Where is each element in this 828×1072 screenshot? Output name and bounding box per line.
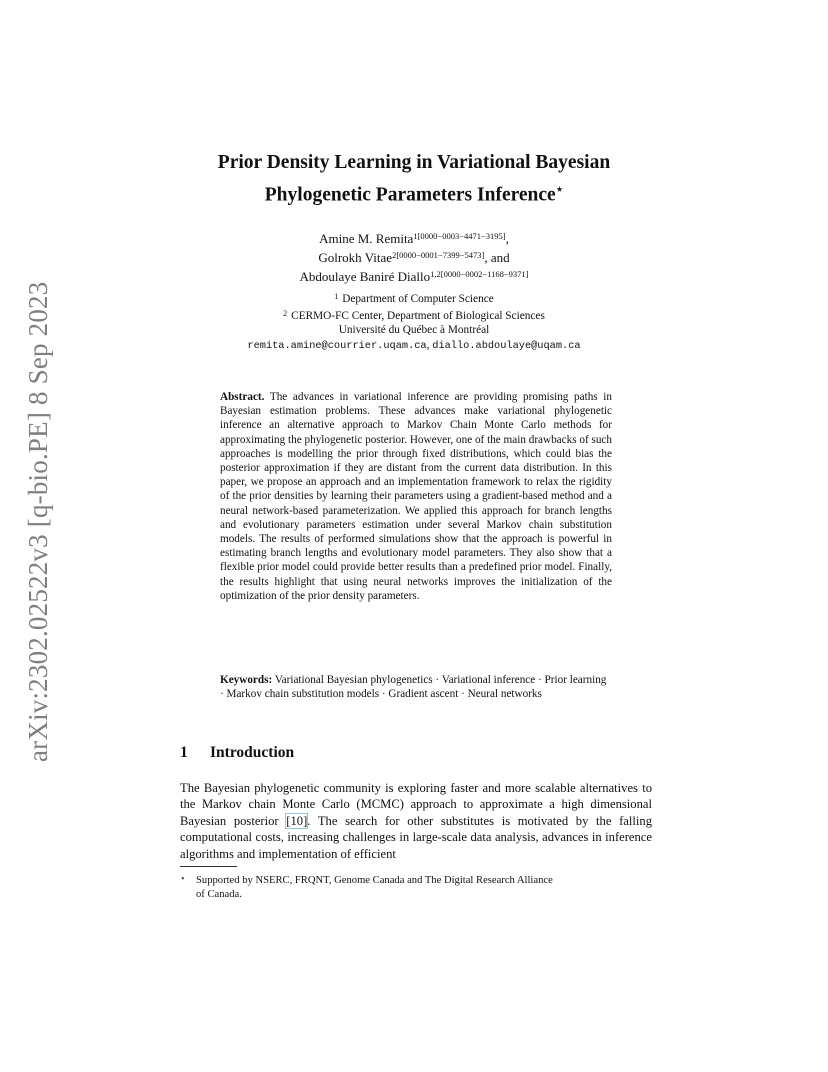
affiliation-2 [0, 307, 828, 324]
title-footnote-star: ⋆ [555, 182, 564, 196]
abstract-label: Abstract. [220, 391, 265, 403]
affiliation-2-mark: 2 [283, 308, 288, 318]
intro-text-1: The Bayesian phylogenetic community is exploring faster and more scalable alternatives to the Markov chain Monte Carlo (MCMC) approach to approximate a high dimensional Bayesian posterior [180, 781, 652, 828]
footnote-star: ⋆ [180, 873, 186, 883]
affiliations [0, 290, 828, 353]
email-remita[interactable]: remita.amine@courrier.uqam.ca [247, 339, 427, 352]
email-diallo[interactable]: diallo.abdoulaye@uqam.ca [432, 339, 581, 352]
author-3-orcid: 1,2[0000−0002−1168−9371] [430, 269, 529, 279]
keywords [220, 673, 612, 701]
abstract-text: The advances in variational inference are providing promising paths in Bayesian estimation problems. These advances make variational phylogenetic inference an alternative approach to Markov Chain Monte Carlo methods for approximating the phylogenetic posterior. However, one of the main drawbacks of such approaches is modelling the prior through fixed distributions, which could bias the posterior approximation if they are distant from the current data distribution. In this paper, we propose an approach and an implementation framework to relax the rigidity of the prior densities by learning their parameters using a gradient-based method and a neural network-based parameterization. We applied this approach for branch lengths and evolutionary parameters estimation under several Markov chain substitution models. The results of performed simulations show that the approach is powerful in estimating branch lengths and evolutionary model parameters. They also show that a flexible prior model could provide better results than a predefined prior model. Finally, the results highlight that using neural networks improves the initialization of the optimization of the prior density parameters. [220, 391, 612, 602]
emails [0, 338, 828, 354]
abstract [220, 390, 612, 603]
affiliation-2-text: CERMO-FC Center, Department of Biological Sciences [291, 309, 545, 322]
footnote [180, 872, 652, 901]
title-line-1: Prior Density Learning in Variational Bayesian [217, 152, 611, 173]
email-separator: , [426, 338, 433, 351]
arxiv-watermark: arXiv:2302.02522v3 [q-bio.PE] 8 Sep 2023 [23, 281, 53, 762]
footnote-text: Supported by NSERC, FRQNT, Genome Canada and The Digital Research Alliance [196, 875, 553, 886]
intro-text-2: . The search for other substitutes is motivated by the falling computational costs, increasing challenges in large-scale data analysis, advances in inference algorithms and implementation of efficient [180, 813, 652, 861]
footnote-line-1 [180, 872, 652, 888]
author-2-name: Golrokh Vitae [318, 250, 393, 265]
university: Université du Québec à Montréal [338, 324, 490, 337]
author-2-suffix: , and [484, 250, 510, 265]
section-title: Introduction [210, 744, 295, 761]
section-heading [180, 744, 294, 762]
affiliation-1 [0, 290, 828, 307]
author-1-suffix: , [505, 231, 509, 246]
author-list [0, 228, 828, 285]
author-3-name: Abdoulaye Baniré Diallo [299, 269, 431, 284]
footnote-text-2: of Canada. [196, 888, 242, 900]
keywords-label: Keywords: [220, 674, 273, 686]
affiliation-1-mark: 1 [334, 292, 339, 301]
footnote-rule [180, 866, 237, 867]
author-1 [0, 228, 828, 247]
paper-title [0, 150, 828, 209]
citation-link[interactable]: [10] [286, 813, 308, 828]
title-line-2-text: Phylogenetic Parameters Inference [264, 184, 556, 206]
author-1-orcid: 1[0000−0003−4471−3195] [413, 231, 506, 241]
author-3 [0, 266, 828, 285]
keywords-text: Variational Bayesian phylogenetics · Variational inference · Prior learning · Markov chain substitution models · Gradient ascent · Neural networks [220, 674, 607, 701]
intro-paragraph [180, 780, 652, 862]
author-2 [0, 247, 828, 266]
affiliation-1-text: Department of Computer Science [342, 293, 494, 305]
section-number: 1 [180, 744, 188, 761]
author-1-name: Amine M. Remita [319, 231, 414, 246]
author-2-orcid: 2[0000−0001−7399−5473] [392, 250, 485, 260]
title-line-2 [0, 176, 828, 209]
